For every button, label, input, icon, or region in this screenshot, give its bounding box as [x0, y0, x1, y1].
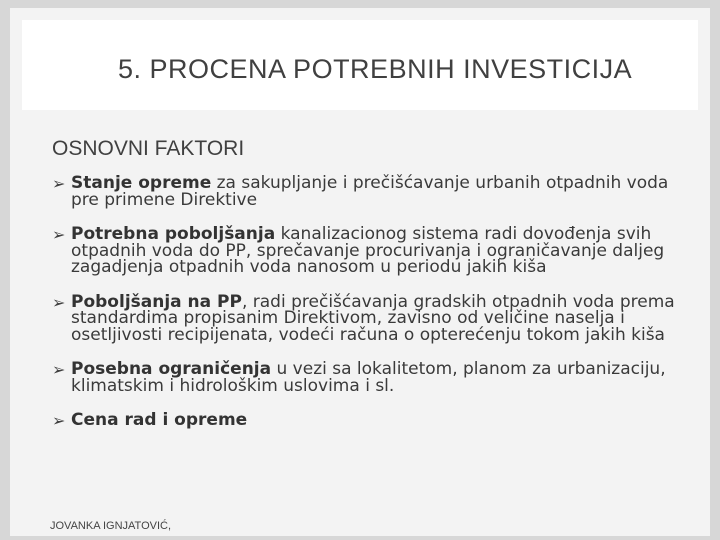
- arrow-bullet-icon: ➢: [52, 292, 66, 312]
- arrow-bullet-icon: ➢: [52, 411, 66, 430]
- arrow-bullet-icon: ➢: [52, 225, 66, 244]
- bullet-item: [52, 175, 692, 208]
- bullet-list: [52, 175, 692, 447]
- bullet-text: za sakupljanje i prečišćavanje urbanih otpadnih voda pre primene Direktive: [71, 173, 669, 210]
- footer-author: JOVANKA IGNJATOVIĆ,: [50, 520, 172, 532]
- bullet-bold: Potrebna poboljšanja: [71, 224, 276, 244]
- bullet-text: , radi prečišćavanja gradskih otpadnih voda prema standardima propisanim Direktivom, zavisno od veličine naselja i osetljivosti recipijenata, vodeći računa o opterećenju tokom jakih kiša: [71, 291, 675, 345]
- bullet-item: [52, 291, 692, 345]
- bullet-item: [52, 226, 692, 276]
- slide-title: 5. PROCENA POTREBNIH INVESTICIJA: [118, 54, 633, 84]
- arrow-bullet-icon: ➢: [52, 360, 66, 379]
- bullet-bold: Stanje opreme: [71, 173, 212, 193]
- section-heading: OSNOVNI FAKTORI: [52, 137, 245, 160]
- bullet-text: u vezi sa lokalitetom, planom za urbanizaciju, klimatskim i hidrološkim uslovima i sl.: [71, 359, 666, 396]
- bullet-bold: Cena rad i opreme: [71, 410, 248, 430]
- title-box: [22, 20, 698, 110]
- bullet-bold: Posebna ograničenja: [71, 359, 272, 379]
- bullet-item: [52, 361, 692, 394]
- bullet-item: [52, 412, 692, 429]
- bullet-bold: Poboljšanja na PP: [71, 291, 242, 312]
- slide: [10, 8, 710, 536]
- bullet-text: kanalizacionog sistema radi dovođenja svih otpadnih voda do PP, sprečavanje procurivanja i ograničavanje daljeg zagadjenja otpadnih voda nanosom u periodu jakih kiša: [71, 224, 665, 277]
- arrow-bullet-icon: ➢: [52, 174, 66, 193]
